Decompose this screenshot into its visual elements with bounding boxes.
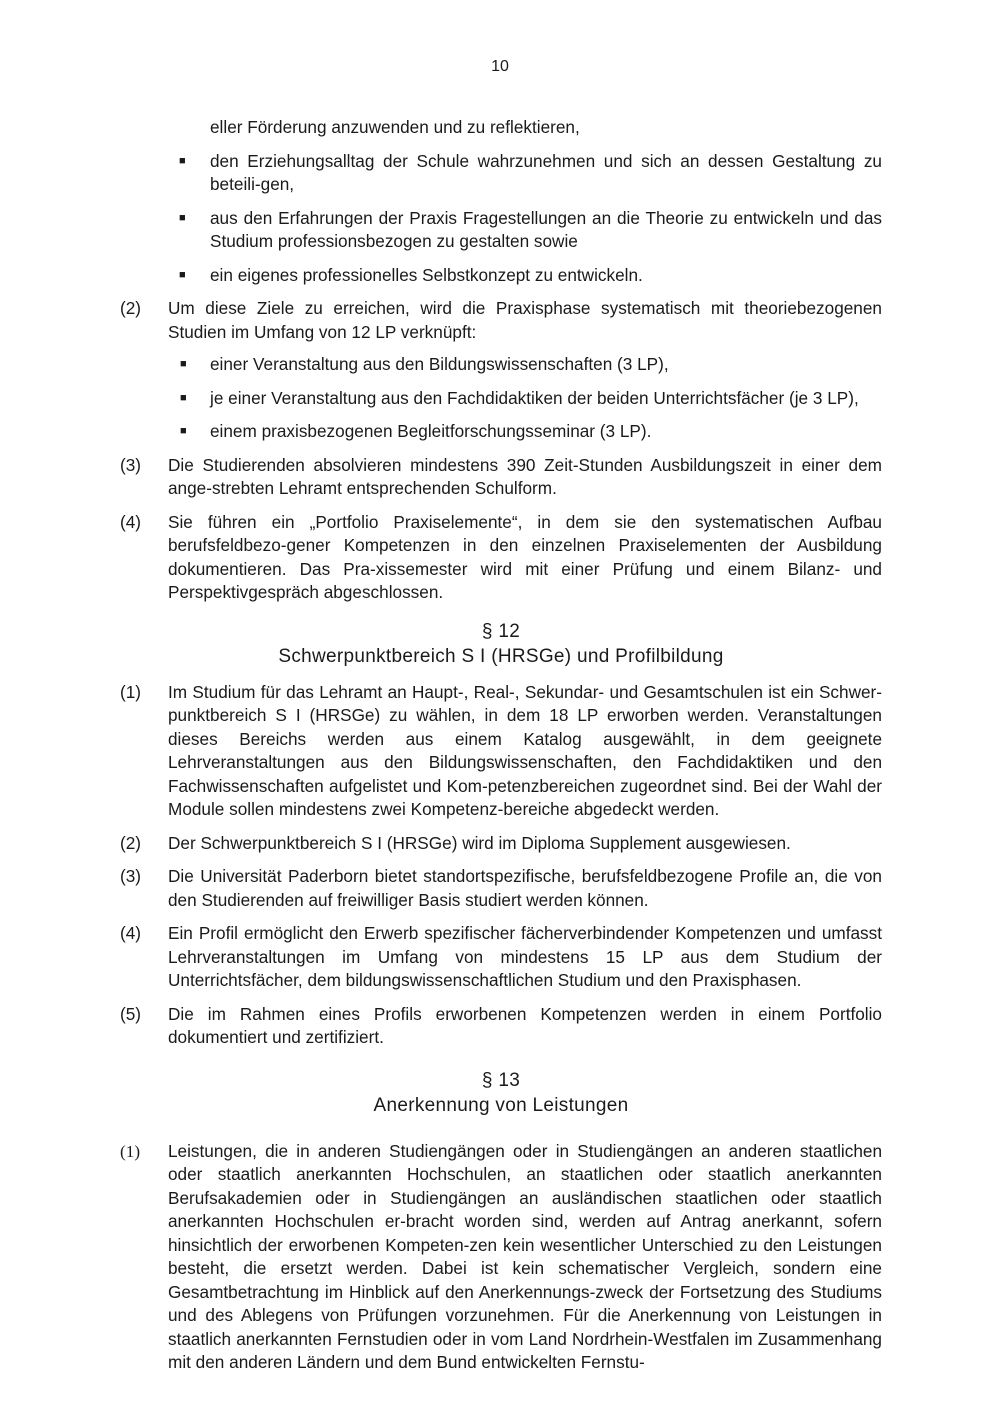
paragraph-number: (4)	[120, 923, 142, 943]
paragraph-text: Die im Rahmen eines Profils erworbenen Kompetenzen werden in einem Portfolio dokumentiert und zertifiziert.	[168, 1003, 882, 1047]
list-item: ■ je einer Veranstaltung aus den Fachdidaktiken der beiden Unterrichtsfächer (je 3 LP),	[168, 387, 882, 411]
paragraph-number: (4)	[120, 511, 142, 532]
paragraph-text: Die Universität Paderborn bietet standortspezifische, berufsfeldbezogene Profile an, die von den Studierenden auf freiwilliger Basis studiert werden können.	[168, 866, 882, 910]
bullet-icon: ■	[180, 358, 187, 370]
page-number: 10	[491, 58, 509, 75]
paragraph-s13-1	[120, 1140, 882, 1375]
paragraph-s12-1	[120, 681, 882, 822]
sub-bullet-list	[168, 353, 882, 444]
section-heading-12	[120, 619, 882, 669]
intro-bullet-list	[120, 150, 882, 288]
bullet-icon: ■	[180, 425, 187, 437]
paragraph-number: (3)	[120, 454, 142, 475]
bullet-icon: ■	[179, 154, 186, 167]
section-heading-13	[120, 1068, 882, 1118]
list-item: ■ aus den Erfahrungen der Praxis Fragestellungen an die Theorie zu entwickeln und das Studium professionsbezogen zu gestalten sowie	[179, 207, 882, 251]
paragraph-s12-2	[120, 832, 882, 856]
document-body	[120, 116, 882, 1385]
paragraph-number: (1)	[120, 1141, 141, 1161]
paragraph-number: (3)	[120, 866, 142, 886]
paragraph-s11-2	[120, 297, 882, 444]
section-title: Schwerpunktbereich S I (HRSGe) und Profilbildung	[278, 645, 724, 667]
section-title: Anerkennung von Leistungen	[373, 1094, 629, 1116]
list-item: ■ einer Veranstaltung aus den Bildungswissenschaften (3 LP),	[168, 353, 882, 377]
paragraph-text: Ein Profil ermöglicht den Erwerb spezifischer fächerverbindender Kompetenzen und umfasst Lehrveranstaltungen im Umfang von mindestens 15 LP aus dem Studium der Unterrichtsfächer, dem bildungswissenschaftlichen Studium und den Praxisphasen.	[168, 923, 882, 990]
paragraph-text: Die Studierenden absolvieren mindestens 390 Zeit-Stunden Ausbildungszeit in einer dem ange-strebten Lehramt entsprechenden Schulform.	[168, 454, 882, 498]
list-item: ■ ein eigenes professionelles Selbstkonzept zu entwickeln.	[120, 264, 882, 288]
section-number: § 13	[481, 1069, 521, 1091]
list-item: ■ den Erziehungsalltag der Schule wahrzunehmen und sich an dessen Gestaltung zu beteili-gen,	[179, 150, 882, 194]
bullet-icon: ■	[179, 268, 186, 281]
bullet-icon: ■	[180, 391, 187, 404]
paragraph-s12-5	[120, 1003, 882, 1050]
paragraph-s12-3	[120, 865, 882, 912]
paragraph-s11-4	[120, 511, 882, 605]
continuation-text: eller Förderung anzuwenden und zu reflektieren,	[210, 117, 580, 137]
paragraph-number: (2)	[120, 832, 142, 853]
paragraph-number: (5)	[120, 1003, 142, 1024]
paragraph-number: (2)	[120, 298, 142, 318]
paragraph-s11-3	[120, 454, 882, 501]
list-item: ■ einem praxisbezogenen Begleitforschungsseminar (3 LP).	[168, 420, 882, 444]
paragraph-text: Der Schwerpunktbereich S I (HRSGe) wird im Diploma Supplement ausgewiesen.	[168, 832, 791, 853]
paragraph-text: Um diese Ziele zu erreichen, wird die Praxisphase systematisch mit theoriebezogenen Studien im Umfang von 12 LP verknüpft:	[168, 298, 882, 342]
paragraph-number: (1)	[120, 681, 142, 702]
paragraph-text: Sie führen ein „Portfolio Praxiselemente“, in dem sie den systematischen Aufbau berufsfeldbezo-gener Kompetenzen in den einzelnen Praxiselementen der Ausbildung dokumentieren. Das Pra-xissemester wird mit einer Prüfung und einem Bilanz- und Perspektivgespräch abgeschlossen.	[168, 511, 882, 602]
paragraph-text: Im Studium für das Lehramt an Haupt-, Real-, Sekundar- und Gesamtschulen ist ein Schwer-punktbereich S I (HRSGe) zu wählen, in dem 18 LP erworben werden. Veranstaltungen dieses Bereichs werden aus einem Katalog ausgewählt, in dem geeignete Lehrveranstaltungen aus den Bildungswissenschaften, den Fachdidaktiken und den Fachwissenschaften aufgelistet und Kom-petenzbereichen zugeordnet sind. Bei der Wahl der Module sollen mindestens zwei Kompetenz-bereiche abgedeckt werden.	[168, 681, 882, 819]
paragraph-text: Leistungen, die in anderen Studiengängen oder in Studiengängen an anderen staatlichen oder staatlich anerkannten Hochschulen, an staatlichen oder staatlich anerkannten Berufsakademien oder in Studiengängen an ausländischen staatlichen oder staatlich anerkannten Hochschulen er-bracht worden sind, werden auf Antrag anerkannt, sofern hinsichtlich der erworbenen Kompeten-zen kein wesentlicher Unterschied zu den Leistungen besteht, die ersetzt werden. Dabei ist kein schematischer Vergleich, sondern eine Gesamtbetrachtung im Hinblick auf den Anerkennungs-zweck der Fortsetzung des Studiums und des Ablegens von Prüfungen vorzunehmen. Für die Anerkennung von Leistungen in staatlich anerkannten Fernstudien oder in vom Land Nordrhein-Westfalen im Zusammenhang mit den anderen Ländern und dem Bund entwickelten Fernstu-	[168, 1140, 882, 1372]
bullet-icon: ■	[179, 211, 186, 224]
section-number: § 12	[481, 620, 521, 642]
paragraph-s12-4	[120, 922, 882, 993]
